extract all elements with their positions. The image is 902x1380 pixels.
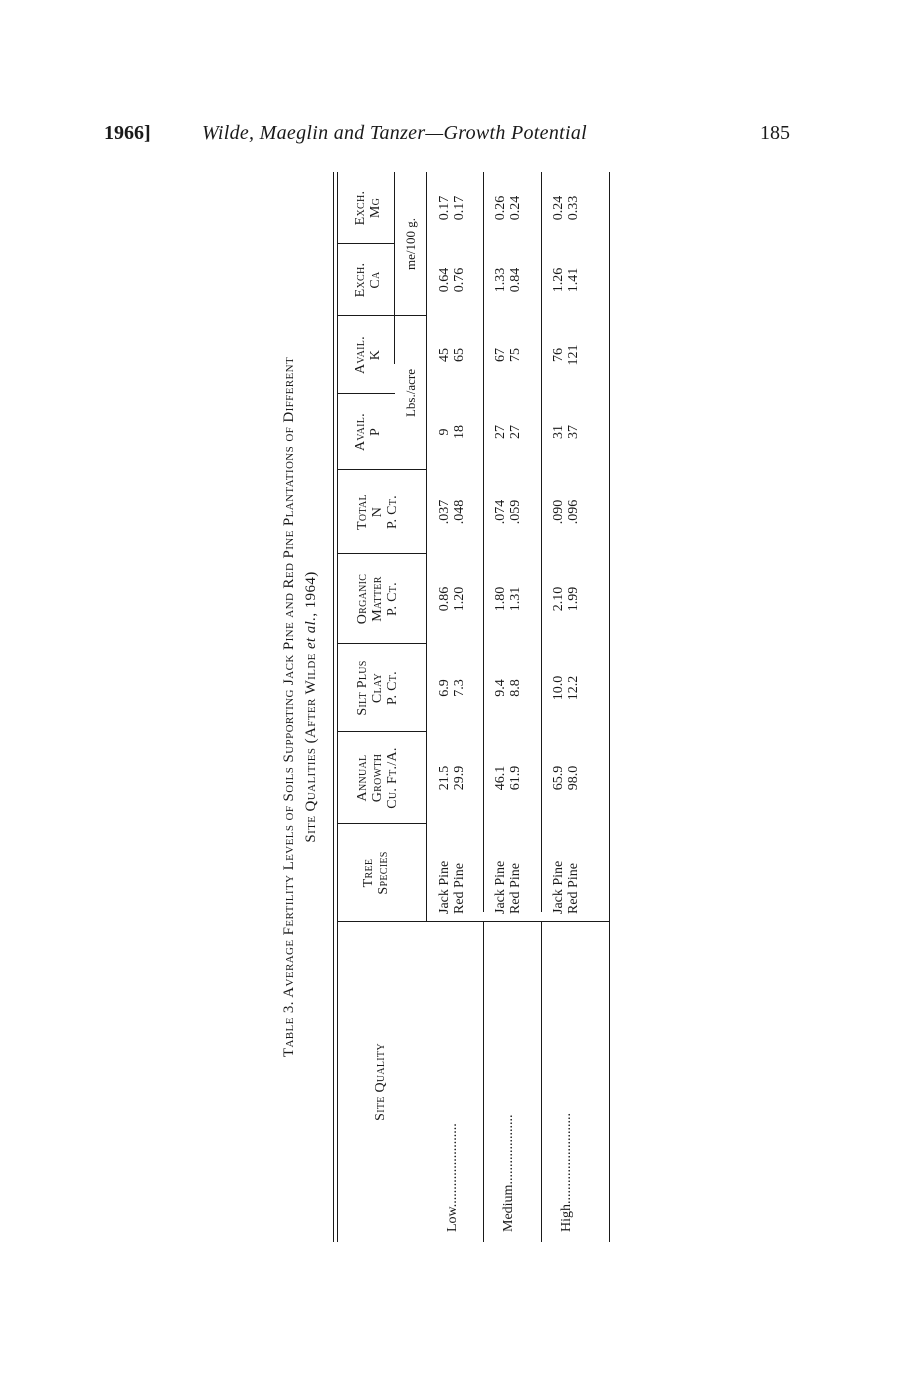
- species-red-pine: Red Pine: [452, 863, 467, 914]
- value-red: 0.24: [508, 195, 523, 221]
- high-silt-clay: [551, 644, 581, 732]
- col-header-line: Matter: [370, 576, 385, 622]
- high-exch-mg: [551, 172, 581, 244]
- col-header-line: N: [370, 506, 385, 518]
- col-header-line: Cu. Ft./A.: [385, 747, 400, 809]
- caption-line-2: [300, 172, 322, 1242]
- col-header-organic-matter: [355, 554, 400, 644]
- col-header-exch-mg: [353, 172, 383, 244]
- value-jack: 1.80: [493, 586, 508, 612]
- value-jack: 0.24: [551, 195, 566, 221]
- col-header-line: P. Ct.: [385, 495, 400, 529]
- value-jack: 0.64: [437, 267, 452, 293]
- low-organic-matter: [437, 554, 467, 644]
- row-low-species: [437, 824, 467, 914]
- page-number: 185: [760, 122, 790, 144]
- site-quality-medium: Medium: [501, 1184, 516, 1232]
- col-header-annual-growth: [355, 732, 400, 824]
- value-jack: 27: [493, 425, 508, 439]
- running-header-title: Wilde, Maeglin and Tanzer—Growth Potential: [202, 122, 588, 144]
- value-red: 0.17: [452, 195, 467, 221]
- low-total-n: [437, 470, 467, 554]
- value-jack: 9.4: [493, 679, 508, 697]
- row-medium-label: [501, 932, 516, 1232]
- spacer-rule: [394, 172, 395, 174]
- row-sep-1: [483, 922, 484, 1242]
- low-exch-mg: [437, 172, 467, 244]
- site-quality-high: High: [559, 1204, 574, 1232]
- value-jack: 2.10: [551, 586, 566, 612]
- value-red: 29.9: [452, 765, 467, 791]
- col-header-line: Total: [355, 494, 370, 530]
- high-avail-k: [551, 316, 581, 394]
- row-sep-2: [541, 922, 542, 1242]
- medium-total-n: [493, 470, 523, 554]
- running-header-year: 1966]: [104, 122, 151, 144]
- value-red: 27: [508, 425, 523, 439]
- value-red: 65: [452, 348, 467, 362]
- col-header-line: Avail.: [353, 413, 368, 452]
- high-annual-growth: [551, 732, 581, 824]
- value-red: 12.2: [566, 675, 581, 701]
- value-jack: 21.5: [437, 765, 452, 791]
- value-jack: 1.26: [551, 267, 566, 293]
- top-rule-inner: [337, 172, 338, 1242]
- col-header-tree-species: [361, 824, 391, 922]
- col-header-line: Species: [376, 851, 391, 895]
- row-sep-1b: [483, 172, 484, 912]
- species-jack-pine: Jack Pine: [551, 860, 566, 914]
- col-header-line: Mg: [368, 197, 383, 219]
- col-header-line: Tree: [361, 858, 376, 888]
- medium-annual-growth: [493, 732, 523, 824]
- value-jack: 9: [437, 428, 452, 436]
- medium-exch-ca: [493, 244, 523, 316]
- species-red-pine: Red Pine: [566, 863, 581, 914]
- leader-dots: ..........................: [559, 1113, 574, 1204]
- value-jack: 6.9: [437, 679, 452, 697]
- table-caption: [278, 172, 322, 1242]
- value-red: 0.76: [452, 267, 467, 293]
- value-red: 61.9: [508, 765, 523, 791]
- caption-line-1: Table 3. Average Fertility Levels of Soils Supporting Jack Pine and Red Pine Plantations of Different: [281, 356, 297, 1058]
- value-jack: 0.26: [493, 195, 508, 221]
- col-header-line: Exch.: [353, 262, 368, 298]
- row-high-label: [559, 932, 574, 1232]
- caption-et-al: et al.: [303, 616, 319, 650]
- col-header-line: Site Quality: [373, 1043, 388, 1121]
- low-silt-clay: [437, 644, 467, 732]
- col-header-line: Organic: [355, 573, 370, 625]
- value-jack: 1.33: [493, 267, 508, 293]
- medium-avail-k: [493, 316, 523, 394]
- species-jack-pine: Jack Pine: [493, 860, 508, 914]
- value-red: 98.0: [566, 765, 581, 791]
- value-red: 18: [452, 425, 467, 439]
- value-red: 1.99: [566, 586, 581, 612]
- leader-dots: ....................: [501, 1114, 516, 1185]
- value-jack: 0.17: [437, 195, 452, 221]
- medium-avail-p: [493, 394, 523, 470]
- low-avail-k: [437, 316, 467, 394]
- col-header-site-quality: [373, 922, 388, 1242]
- col-header-exch-ca: [353, 244, 383, 316]
- value-red: 121: [566, 344, 581, 366]
- col-header-line: P. Ct.: [385, 582, 400, 616]
- unit-me-100g: me/100 g.: [403, 218, 418, 270]
- top-rule: [333, 172, 334, 1242]
- high-exch-ca: [551, 244, 581, 316]
- high-organic-matter: [551, 554, 581, 644]
- col-header-line: K: [368, 349, 383, 361]
- caption-line-2-end: , 1964): [303, 571, 319, 617]
- row-high-species: [551, 824, 581, 914]
- col-header-line: P. Ct.: [385, 671, 400, 705]
- col-header-silt-clay: [355, 644, 400, 732]
- body-sep-1: [427, 921, 609, 922]
- rotated-table: [278, 172, 618, 1242]
- value-red: .048: [452, 499, 467, 525]
- high-total-n: [551, 470, 581, 554]
- row-sep-2b: [541, 172, 542, 912]
- caption-line-2-start: Site Qualities (After Wilde: [303, 649, 319, 843]
- value-jack: 0.86: [437, 586, 452, 612]
- value-red: 75: [508, 348, 523, 362]
- col-header-line: Ca: [368, 271, 383, 289]
- col-header-line: Clay: [370, 672, 385, 704]
- value-red: .059: [508, 499, 523, 525]
- value-red: 1.41: [566, 267, 581, 293]
- header-rule: [426, 172, 427, 922]
- col-header-line: Exch.: [353, 190, 368, 226]
- value-red: 7.3: [452, 679, 467, 697]
- site-quality-low: Low: [445, 1207, 460, 1232]
- species-jack-pine: Jack Pine: [437, 860, 452, 914]
- value-jack: .037: [437, 499, 452, 525]
- value-jack: .074: [493, 499, 508, 525]
- value-jack: 31: [551, 425, 566, 439]
- value-jack: 65.9: [551, 765, 566, 791]
- value-red: .096: [566, 499, 581, 525]
- value-jack: 67: [493, 348, 508, 362]
- low-avail-p: [437, 394, 467, 470]
- row-medium-species: [493, 824, 523, 914]
- col-header-avail-p: [353, 394, 383, 470]
- col-header-total-n: [355, 470, 400, 554]
- unit-lbs-acre: Lbs./acre: [403, 369, 418, 418]
- high-avail-p: [551, 394, 581, 470]
- col-header-line: P: [368, 427, 383, 437]
- value-red: 8.8: [508, 679, 523, 697]
- col-header-line: Growth: [370, 753, 385, 803]
- pk-unit-rule: [394, 174, 395, 364]
- medium-organic-matter: [493, 554, 523, 644]
- value-jack: 76: [551, 348, 566, 362]
- col-header-line: Silt Plus: [355, 660, 370, 716]
- medium-exch-mg: [493, 172, 523, 244]
- value-red: 1.31: [508, 586, 523, 612]
- col-header-avail-k: [353, 316, 383, 394]
- row-low-label: [445, 932, 460, 1232]
- value-red: 1.20: [452, 586, 467, 612]
- value-jack: 46.1: [493, 765, 508, 791]
- value-red: 37: [566, 425, 581, 439]
- value-jack: 45: [437, 348, 452, 362]
- value-jack: 10.0: [551, 675, 566, 701]
- data-table: [333, 172, 610, 1242]
- leader-dots: ........................: [445, 1123, 460, 1208]
- col-header-line: Annual: [355, 754, 370, 802]
- col-header-line: Avail.: [353, 336, 368, 375]
- low-exch-ca: [437, 244, 467, 316]
- value-red: 0.33: [566, 195, 581, 221]
- medium-silt-clay: [493, 644, 523, 732]
- species-red-pine: Red Pine: [508, 863, 523, 914]
- value-jack: .090: [551, 499, 566, 525]
- value-red: 0.84: [508, 267, 523, 293]
- low-annual-growth: [437, 732, 467, 824]
- bottom-rule: [609, 172, 610, 1242]
